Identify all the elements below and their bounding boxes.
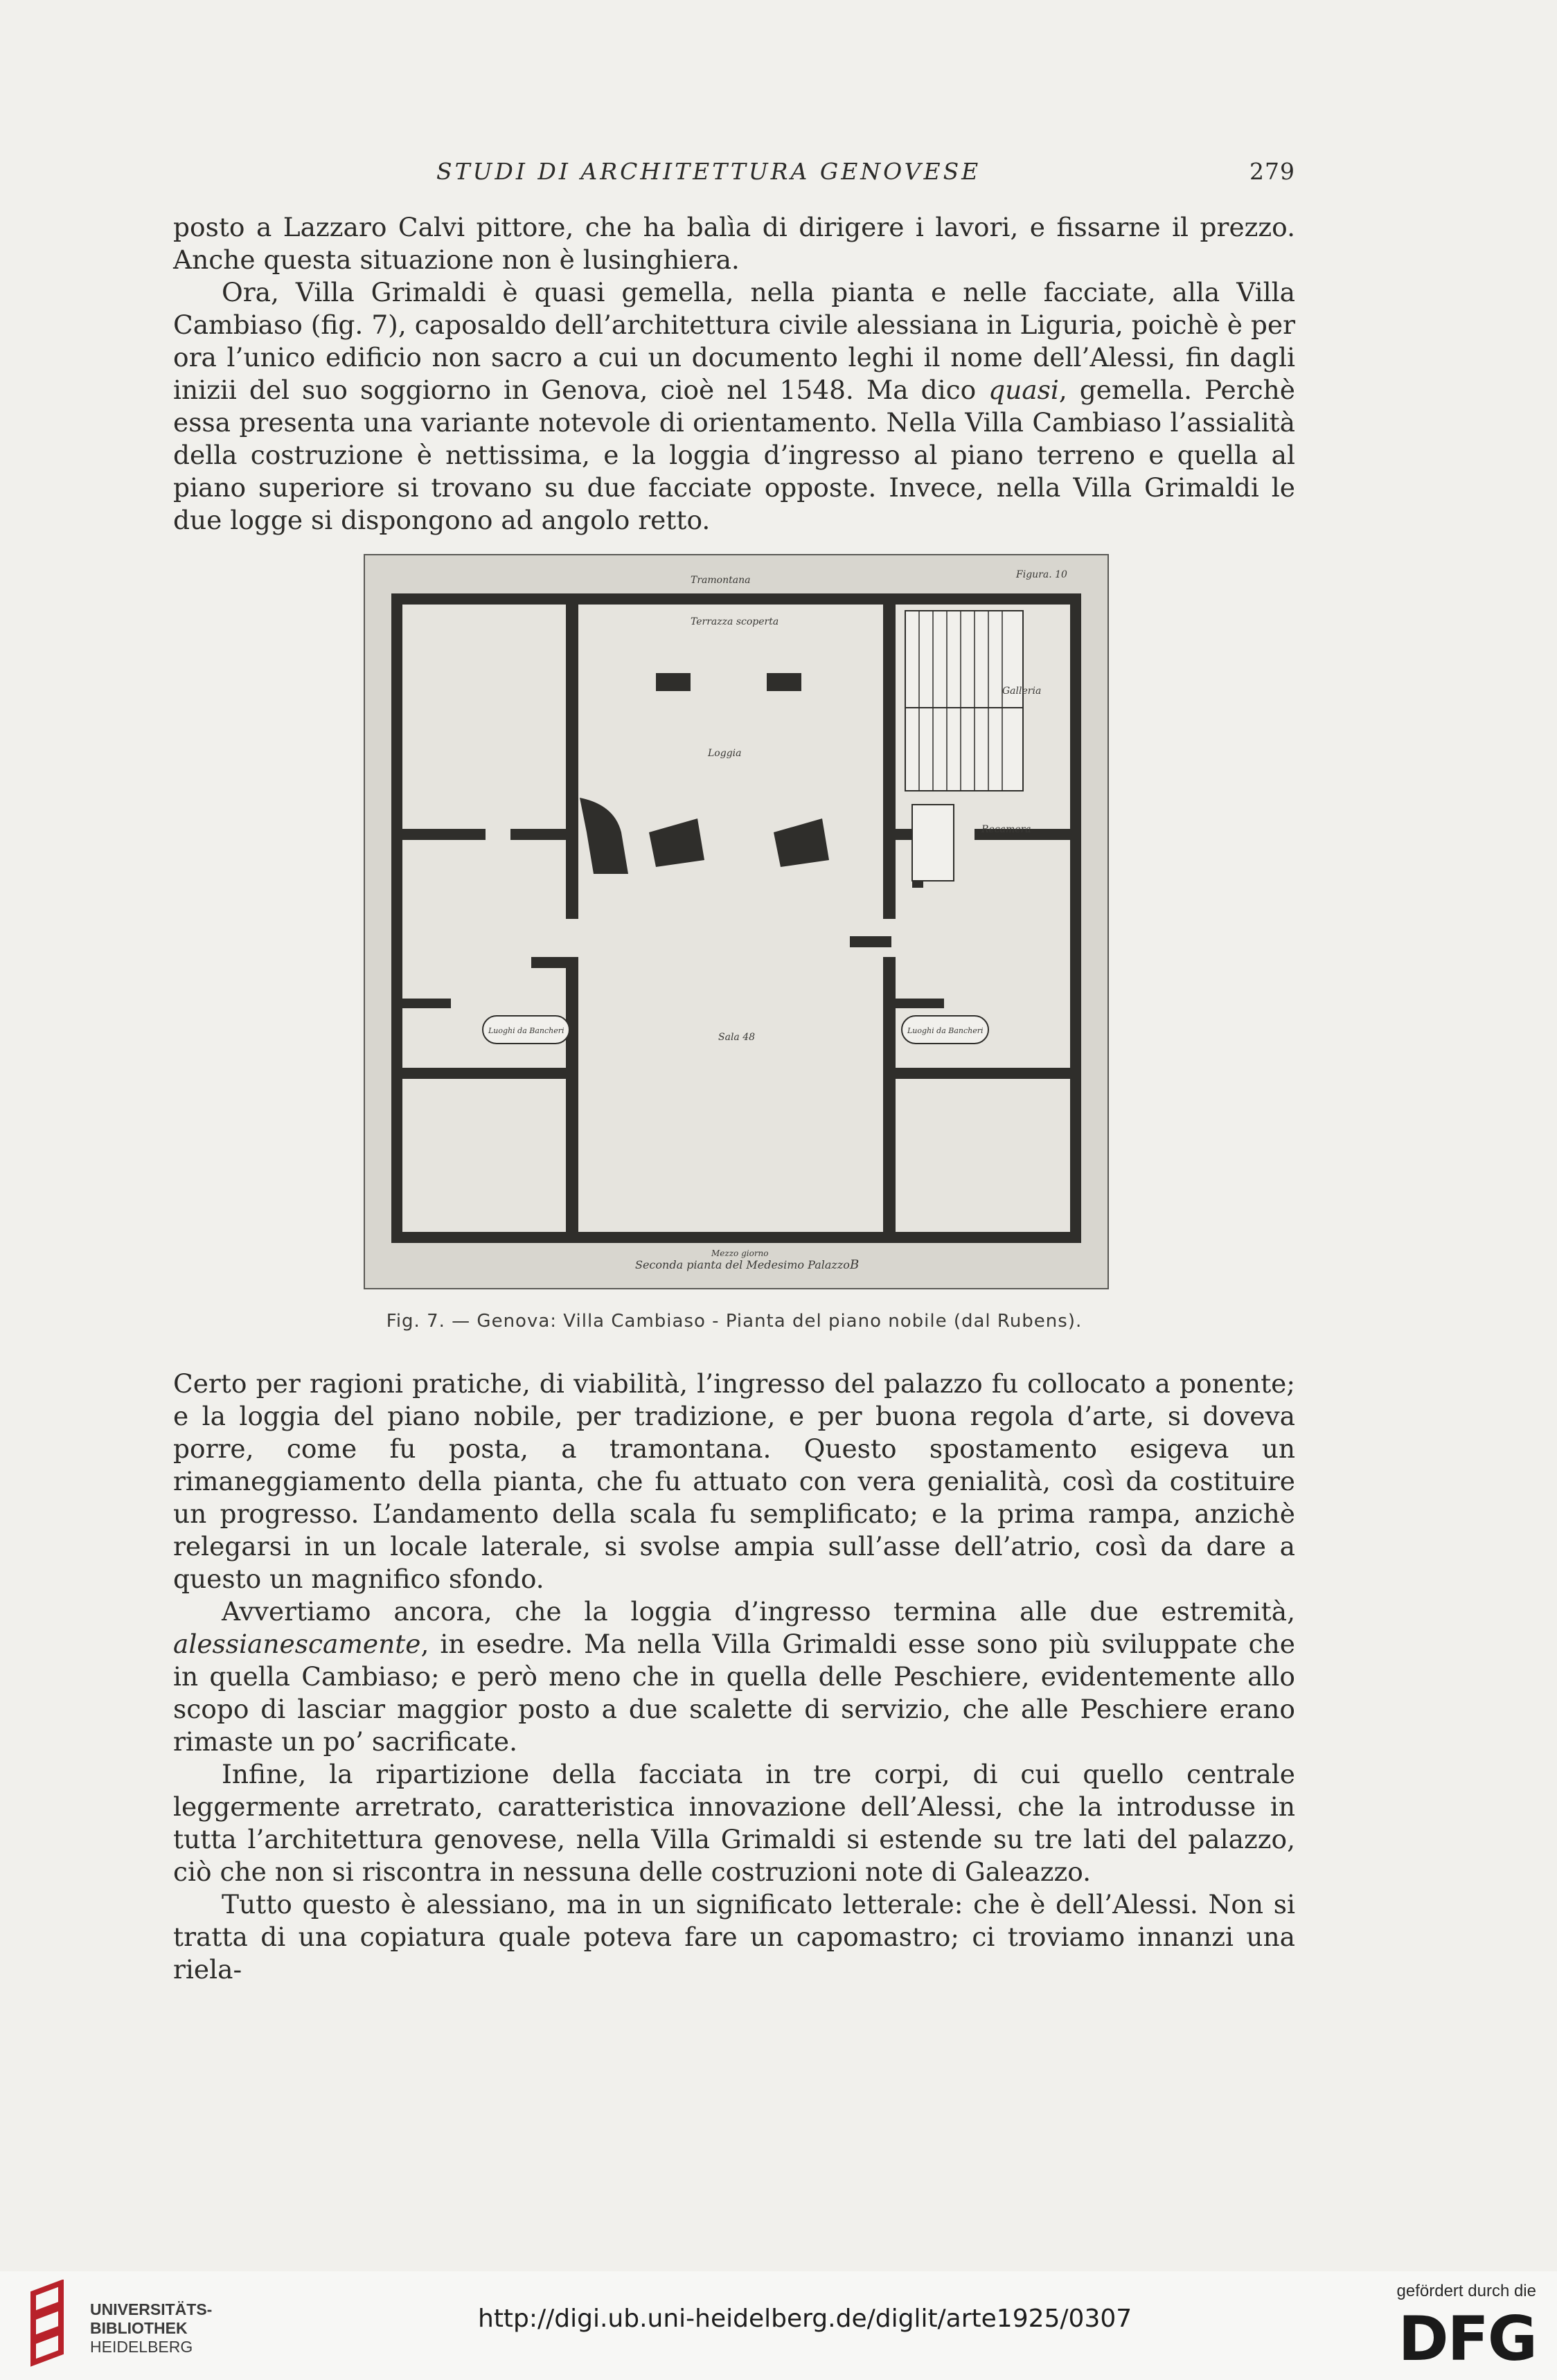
paragraph	[173, 276, 1295, 537]
text-run: Avvertiamo ancora, che la loggia d’ingresso termina alle due estremità,	[222, 1596, 1295, 1627]
paragraph: Certo per ragioni pratiche, di viabilità, l’ingresso del palazzo fu collocato a ponente; e la loggia del piano nobile, per tradizione, e per buona regola d’arte, si doveva porre, come fu posta, a tramontana. Questo spostamento esigeva un rimaneggiamento della pianta, che fu attuato con vera genialità, così da costituire un progresso. L’andamento della scala fu semplificato; e la prima rampa, anzichè relegarsi in un locale laterale, si svolse ampia sull’asse dell’atrio, così da dare a questo un magnifico sfondo.	[173, 1368, 1295, 1594]
floor-plan-drawing	[365, 555, 1107, 1288]
paragraph	[173, 1595, 1295, 1758]
library-name-line: HEIDELBERG	[90, 2338, 193, 2356]
digitization-footer	[0, 2271, 1557, 2380]
funder-label: gefördert durch die	[1396, 2282, 1536, 2300]
plan-label-left-room: Luoghi da Bancheri	[488, 1026, 564, 1035]
permalink-url[interactable]: http://digi.ub.uni-heidelberg.de/diglit/arte1925/0307	[478, 2305, 1132, 2333]
running-head	[173, 158, 1295, 199]
text-run: Ora, Villa Grimaldi è quasi gemella, nella pianta e nelle facciate, alla Villa Cambiaso (fig. 7), caposaldo dell’architettura civile alessiana in Liguria, poichè è per ora l’unico edificio non sacro a cui un documento leghi il nome dell’Alessi, fin dagli inizii del suo soggiorno in Genova, cioè nel 1548. Ma dico	[173, 277, 1295, 405]
plan-label-loggia: Loggia	[708, 748, 742, 759]
text-run: , gemella. Perchè essa presenta una variante notevole di orientamento. Nella Villa Cambiaso l’assialità della costruzione è nettissima, e la loggia d’ingresso al piano terreno e quella al piano superiore si trovano su due facciate opposte. Invece, nella Villa Grimaldi le due logge si dispongono ad angolo retto.	[173, 375, 1295, 535]
plan-label-galleria: Galleria	[1002, 686, 1042, 697]
plan-label-top: Tramontana	[691, 575, 751, 586]
plan-label-bottom: Mezzo giorno	[711, 1249, 769, 1258]
running-title: STUDI DI ARCHITETTURA GENOVESE	[436, 158, 981, 185]
dfg-logo: DFG	[1398, 2303, 1536, 2374]
plan-label-right-room: Luoghi da Bancheri	[907, 1026, 984, 1035]
plan-label-room-right: Recamera	[981, 824, 1031, 835]
page-number: 279	[1249, 158, 1295, 185]
figure-caption: Fig. 7. — Genova: Villa Cambiaso - Pianta del piano nobile (dal Rubens).	[386, 1311, 1083, 1332]
plan-label-terrace: Terrazza scoperta	[691, 616, 779, 627]
library-name	[90, 2300, 212, 2356]
floor-plan-figure	[364, 554, 1109, 1289]
plan-label-plate: Seconda pianta del Medesimo Palazzo	[635, 1258, 850, 1271]
italic-word: alessianescamente	[173, 1629, 421, 1659]
paragraph: posto a Lazzaro Calvi pittore, che ha balìa di dirigere i lavori, e fissarne il prezzo. Anche questa situazione non è lusinghiera.	[173, 212, 1295, 275]
plan-label-plate-letter: B	[850, 1258, 860, 1272]
body-text-top	[173, 211, 1295, 537]
plan-label-sala: Sala 48	[718, 1032, 756, 1043]
paragraph: Tutto questo è alessiano, ma in un significato letterale: che è dell’Alessi. Non si tratta di una copiatura quale poteva fare un capomastro; ci troviamo innanzi una riela-	[173, 1889, 1295, 1985]
library-logo-icon	[19, 2280, 86, 2370]
library-name-line: UNIVERSITÄTS-	[90, 2300, 213, 2318]
plan-label-figura: Figura. 10	[1016, 569, 1067, 580]
text-run: , in esedre. Ma nella Villa Grimaldi esse sono più sviluppate che in quella Cambiaso; e però meno che in quella delle Peschiere, evidentemente allo scopo di lasciar maggior posto a due scalette di servizio, che alle Peschiere erano rimaste un po’ sacrificate.	[173, 1629, 1295, 1757]
body-text-bottom	[173, 1368, 1295, 1986]
library-name-line: BIBLIOTHEK	[90, 2319, 188, 2337]
paragraph: Infine, la ripartizione della facciata in tre corpi, di cui quello centrale leggermente arretrato, caratteristica innovazione dell’Alessi, che la introdusse in tutta l’architettura genovese, nella Villa Grimaldi si estende su tre lati del palazzo, ciò che non si riscontra in nessuna delle costruzioni note di Galeazzo.	[173, 1759, 1295, 1887]
italic-word: quasi	[988, 375, 1059, 405]
